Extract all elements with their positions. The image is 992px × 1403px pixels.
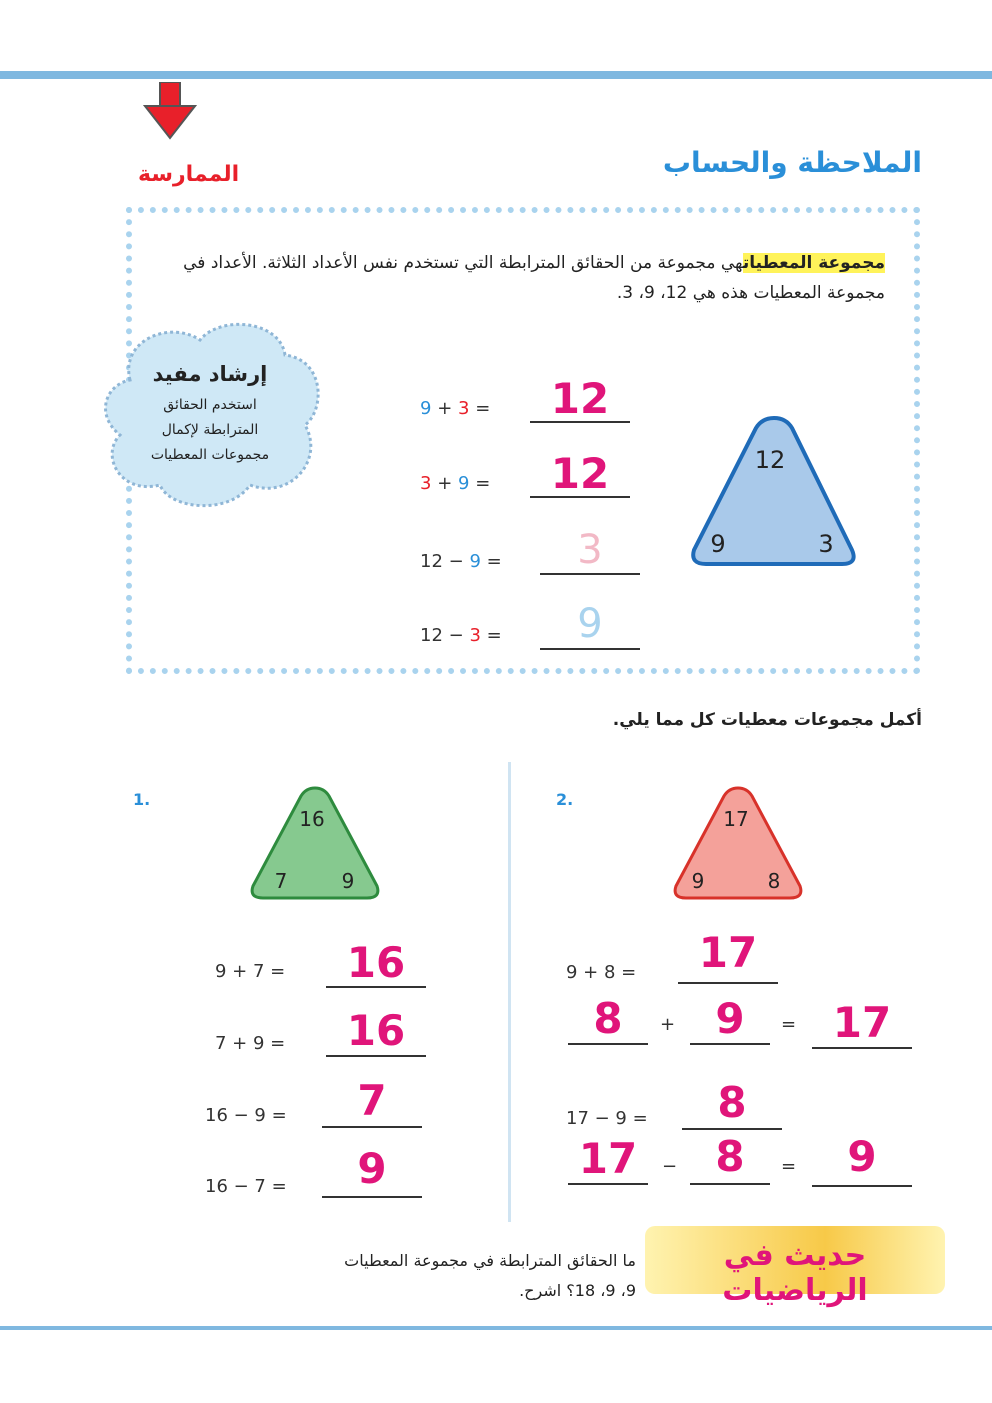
answer-line <box>568 1043 648 1045</box>
answer-line <box>812 1185 912 1187</box>
triangle-top-number: 16 <box>299 807 325 831</box>
minus-sign: − <box>662 1156 678 1177</box>
answer-text: 8 <box>715 1132 745 1181</box>
answer-text: 9 <box>847 1132 877 1181</box>
answer-text: 3 <box>577 527 603 573</box>
triangle-left-number: 7 <box>274 869 288 893</box>
example-eq-4: 12 − 3 = <box>420 625 502 646</box>
answer-text: 8 <box>717 1078 747 1127</box>
down-arrow-icon <box>143 82 197 140</box>
fact-triangle-example <box>686 410 862 570</box>
ex1-eq-4: 16 − 7 = <box>205 1176 287 1197</box>
equals-sign: = <box>781 1156 797 1177</box>
ex1-eq-1: 9 + 7 = <box>215 961 286 982</box>
triangle-right-number: 8 <box>767 869 781 893</box>
example-eq-2: 3 + 9 = <box>420 473 491 494</box>
answer-line <box>812 1047 912 1049</box>
definition-text: هي مجموعة من الحقائق المترابطة التي تستخدم نفس الأعداد الثلاثة. الأعداد في مجموعة المعطيات هذه هي 12، 9، 3. <box>183 253 885 303</box>
ex2-eq-3: 17 − 9 = <box>566 1108 648 1129</box>
triangle-top-number: 17 <box>723 807 749 831</box>
triangle-right-number: 3 <box>818 530 834 558</box>
ex1-eq-2: 7 + 9 = <box>215 1033 286 1054</box>
answer-line <box>690 1183 770 1185</box>
tip-text <box>120 393 300 468</box>
intro-paragraph <box>180 248 885 308</box>
answer-text: 17 <box>832 998 892 1047</box>
tip-line: المترابطة لإكمال <box>161 422 259 438</box>
top-rule <box>0 71 992 79</box>
answer-line <box>322 1126 422 1128</box>
equals-sign: = <box>781 1014 797 1035</box>
answer-text: 9 <box>357 1144 387 1193</box>
ex1-eq-3: 16 − 9 = <box>205 1105 287 1126</box>
exercise-2-label: 2. <box>556 790 574 809</box>
tip-title: إرشاد مفيد <box>152 362 268 386</box>
answer-text: 12 <box>550 449 610 498</box>
triangle-left-number: 9 <box>710 530 726 558</box>
talk-question-line: 9، 9، 18؟ اشرح. <box>519 1281 636 1300</box>
plus-sign: + <box>660 1014 676 1035</box>
section-label: الممارسة <box>138 162 240 187</box>
answer-text: 17 <box>698 928 758 977</box>
fact-triangle-1 <box>245 782 385 904</box>
bottom-rule <box>0 1326 992 1330</box>
page-title: الملاحظة والحساب <box>662 146 922 179</box>
column-divider <box>508 762 511 1222</box>
tip-line: مجموعات المعطيات <box>150 447 270 463</box>
example-eq-1: 9 + 3 = <box>420 398 491 419</box>
answer-line <box>326 1055 426 1057</box>
instruction-text: أكمل مجموعات معطيات كل مما يلي. <box>612 710 922 730</box>
fact-triangle-2 <box>668 782 808 904</box>
answer-line <box>690 1043 770 1045</box>
answer-text: 8 <box>593 994 623 1043</box>
triangle-right-number: 9 <box>341 869 355 893</box>
answer-text: 16 <box>346 938 406 987</box>
answer-line <box>540 573 640 575</box>
triangle-top-number: 12 <box>754 446 786 474</box>
answer-text: 16 <box>346 1006 406 1055</box>
answer-line <box>568 1183 648 1185</box>
answer-text: 12 <box>550 374 610 423</box>
talk-question <box>236 1246 636 1306</box>
tip-line: استخدم الحقائق <box>163 397 257 413</box>
triangle-left-number: 9 <box>691 869 705 893</box>
answer-text: 17 <box>578 1134 638 1183</box>
talk-question-line: ما الحقائق المترابطة في مجموعة المعطيات <box>344 1251 636 1270</box>
answer-line <box>682 1128 782 1130</box>
answer-text: 9 <box>715 994 745 1043</box>
answer-line <box>540 648 640 650</box>
exercise-1-label: 1. <box>133 790 151 809</box>
answer-text: 7 <box>357 1076 387 1125</box>
answer-line <box>322 1196 422 1198</box>
answer-text: 9 <box>577 601 603 647</box>
talk-title: حديث في الرياضيات <box>722 1238 868 1308</box>
ex2-eq-1: 9 + 8 = <box>566 962 637 983</box>
answer-line <box>678 982 778 984</box>
example-eq-3: 12 − 9 = <box>420 551 502 572</box>
term-highlight: مجموعة المعطيات <box>742 253 885 273</box>
